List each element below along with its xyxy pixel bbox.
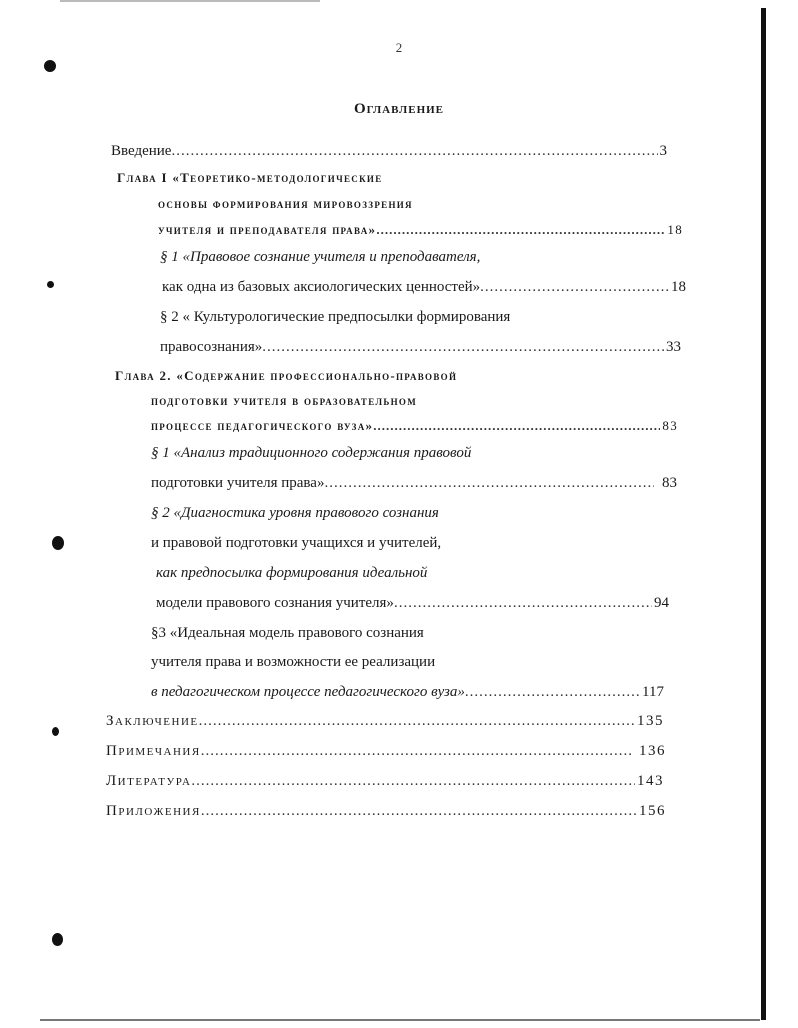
scan-edge-bottom [40,1019,760,1021]
toc-leader-dots [199,711,635,731]
scan-blot [52,536,64,550]
toc-entry-intro [111,141,667,161]
toc-entry-text: учителя и преподавателя права» [158,222,377,237]
toc-entry-text: в педагогическом процессе педагогического вуза» [151,684,465,700]
toc-leader-dots [201,741,631,761]
toc-page-number: 117 [642,684,664,700]
toc-leader-dots [171,141,657,161]
toc-chapter-2-line-1: Глава 2. «Содержание профессионально-правовой [115,368,458,383]
toc-leader-dots [480,277,669,297]
toc-section-2-2-line-4 [156,593,669,613]
toc-page-number: 94 [654,595,669,611]
toc-page-number: 3 [659,143,667,159]
toc-chapter-1-line-3 [158,220,683,240]
toc-section-1-2-line-1: § 2 « Культурологические предпосылки формирования [160,309,511,325]
toc-section-2-1-line-2 [151,473,677,493]
toc-entry-text: правосознания» [160,339,263,355]
toc-leader-dots [373,416,660,436]
toc-page-number: 135 [637,713,664,729]
scan-blot [52,727,59,736]
scan-edge-top [60,0,320,2]
toc-entry-appendices [106,801,666,821]
toc-chapter-2-line-2: подготовки учителя в образовательном [151,393,418,408]
toc-page-number: 156 [639,803,666,819]
toc-section-1-1-line-1: § 1 «Правовое сознание учителя и преподавателя, [160,249,481,265]
toc-entry-notes [106,741,666,761]
toc-section-2-3-line-1: §3 «Идеальная модель правового сознания [151,625,424,641]
toc-section-1-1-line-2 [162,277,686,297]
toc-leader-dots [394,593,652,613]
toc-leader-dots [262,337,664,357]
toc-leader-dots [201,801,637,821]
toc-entry-text: процессе педагогического вуза» [151,418,374,433]
toc-page-number: 18 [671,279,686,295]
scan-blot [47,281,54,288]
toc-entry-text: модели правового сознания учителя» [156,595,394,611]
page-title: Оглавление [353,101,445,117]
scan-blot [52,933,63,946]
toc-page-number: 143 [637,773,664,789]
toc-entry-text: Приложения [106,803,201,819]
scan-edge-right [761,8,766,1020]
toc-page-number: 33 [666,339,681,355]
toc-section-2-2-line-3: как предпосылка формирования идеальной [156,565,428,581]
toc-section-2-2-line-2: и правовой подготовки учащихся и учителей, [151,535,442,551]
toc-section-1-2-line-2 [160,337,681,357]
toc-entry-literature [106,771,664,791]
toc-entry-text: Литература [106,773,192,789]
toc-page-number: 83 [662,475,677,491]
toc-entry-text: Введение [111,143,172,159]
toc-entry-text: Заключение [106,713,199,729]
toc-leader-dots [324,473,654,493]
toc-chapter-1-line-2: основы формирования мировоззрения [158,196,413,211]
toc-entry-conclusion [106,711,664,731]
toc-entry-text: Примечания [106,743,201,759]
toc-page-number: 83 [662,418,678,433]
toc-leader-dots [191,771,635,791]
toc-section-2-3-line-2: учителя права и возможности ее реализации [151,654,436,670]
toc-leader-dots [376,220,665,240]
toc-leader-dots [465,682,640,702]
page-number: 2 [395,40,403,55]
toc-chapter-2-line-3 [151,416,678,436]
toc-section-2-1-line-1: § 1 «Анализ традиционного содержания правовой [151,445,472,461]
toc-chapter-1-line-1: Глава I «Теоретико-методологические [117,170,383,185]
toc-entry-text: подготовки учителя права» [151,475,325,491]
toc-entry-text: как одна из базовых аксиологических ценностей» [162,279,481,295]
toc-section-2-3-line-3 [151,682,664,702]
toc-page-number: 18 [667,222,683,237]
toc-section-2-2-line-1: § 2 «Диагностика уровня правового сознания [151,505,439,521]
scan-blot [44,60,56,72]
toc-page-number: 136 [639,743,666,759]
